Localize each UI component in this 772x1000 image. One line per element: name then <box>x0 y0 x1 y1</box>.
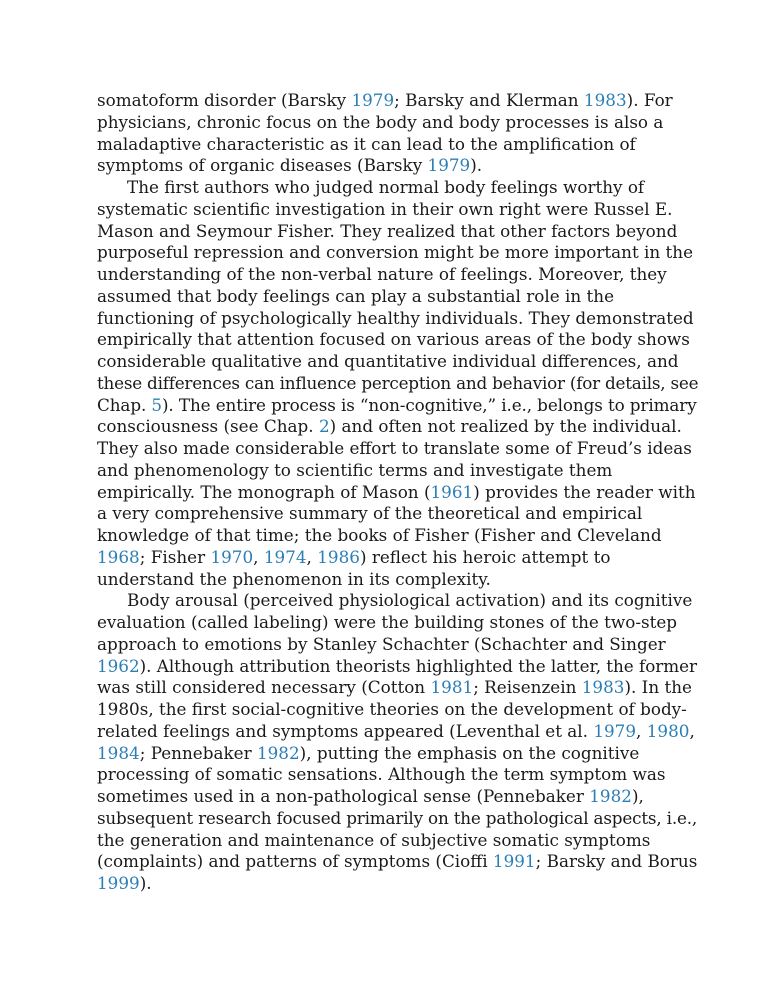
text-line <box>97 569 697 591</box>
text-line <box>97 308 697 330</box>
text-segment: ) reflect his heroic attempt to <box>359 546 611 567</box>
text-segment: and phenomenology to scientific terms and investigate them <box>97 459 613 480</box>
text-segment: somatoform disorder (Barsky <box>97 90 352 110</box>
citation-link[interactable]: 1980 <box>646 720 690 741</box>
text-line <box>97 743 697 765</box>
text-segment: ; Reisenzein <box>473 677 582 698</box>
text-segment: systematic scientific investigation in their own right were Russel E. <box>97 198 673 219</box>
text-segment: ) provides the reader with <box>473 481 696 502</box>
text-line <box>97 656 697 678</box>
text-line <box>97 612 697 634</box>
text-segment: ; Barsky and Klerman <box>394 90 584 110</box>
text-segment: ). For <box>626 90 673 110</box>
document-page <box>97 90 697 895</box>
text-line <box>97 851 697 873</box>
text-segment: evaluation (called labeling) were the building stones of the two-step <box>97 612 678 632</box>
text-line <box>97 112 697 134</box>
text-segment: Mason and Seymour Fisher. They realized that other factors beyond <box>97 220 678 241</box>
text-segment: ; Fisher <box>139 546 211 567</box>
text-line <box>97 134 697 156</box>
citation-link[interactable]: 1984 <box>97 742 140 763</box>
text-segment: ), <box>631 786 644 806</box>
citation-link[interactable]: 1961 <box>430 481 474 502</box>
text-segment: empirically. The monograph of Mason ( <box>97 481 431 502</box>
text-line <box>97 351 697 373</box>
citation-link[interactable]: 1999 <box>97 873 140 893</box>
citation-link[interactable]: 1986 <box>317 546 360 567</box>
citation-link[interactable]: 1979 <box>593 720 637 741</box>
paragraph <box>97 590 697 895</box>
citation-link[interactable]: 1970 <box>210 546 254 567</box>
citation-link[interactable]: 1979 <box>351 90 395 110</box>
citation-link[interactable]: 1981 <box>430 677 474 698</box>
text-segment: , <box>253 546 264 567</box>
paragraph <box>97 90 697 177</box>
text-segment: ). <box>470 155 483 176</box>
text-line <box>97 786 697 808</box>
text-segment: knowledge of that time; the books of Fisher (Fisher and Cleveland <box>97 525 662 545</box>
text-line <box>97 634 697 656</box>
text-segment: maladaptive characteristic as it can lead to the amplification of <box>97 133 636 154</box>
text-segment: They also made considerable effort to translate some of Freud’s ideas <box>97 438 692 458</box>
text-line <box>97 677 697 699</box>
text-line <box>97 90 697 112</box>
text-segment: , <box>636 720 647 741</box>
text-line <box>97 438 697 460</box>
citation-link[interactable]: 1968 <box>97 546 140 567</box>
text-segment: ). <box>139 873 152 893</box>
text-segment: related feelings and symptoms appeared (Leventhal et al. <box>97 720 594 741</box>
citation-link[interactable]: 1974 <box>263 546 307 567</box>
text-segment: approach to emotions by Stanley Schachter (Schachter and Singer <box>97 633 666 654</box>
text-segment: subsequent research focused primarily on the pathological aspects, i.e., <box>97 807 698 828</box>
text-line <box>97 286 697 308</box>
text-segment: considerable qualitative and quantitative individual differences, and <box>97 351 679 371</box>
text-line <box>97 764 697 786</box>
citation-link[interactable]: 1982 <box>256 742 300 763</box>
text-segment: processing of somatic sensations. Although the term symptom was <box>97 764 666 785</box>
text-line <box>97 503 697 525</box>
text-segment: The first authors who judged normal body feelings worthy of <box>127 177 645 197</box>
citation-link[interactable]: 1983 <box>583 90 627 110</box>
text-line <box>97 221 697 243</box>
text-segment: , <box>306 546 318 567</box>
text-line <box>97 547 697 569</box>
text-segment: physicians, chronic focus on the body and body processes is also a <box>97 111 664 132</box>
text-segment: , <box>689 720 695 741</box>
citation-link[interactable]: 1962 <box>97 655 140 676</box>
text-segment: (complaints) and patterns of symptoms (Cioffi <box>97 851 493 872</box>
text-segment: ). In the <box>624 677 692 698</box>
text-line <box>97 808 697 830</box>
text-line <box>97 155 697 177</box>
text-line <box>97 373 697 395</box>
text-segment: symptoms of organic diseases (Barsky <box>97 155 428 176</box>
text-segment: a very comprehensive summary of the theoretical and empirical <box>97 503 643 524</box>
citation-link[interactable]: 5 <box>151 394 162 415</box>
text-segment: Body arousal (perceived physiological activation) and its cognitive <box>127 590 693 611</box>
text-line <box>97 395 697 417</box>
text-segment: ). Although attribution theorists highlighted the latter, the former <box>139 655 698 676</box>
text-line <box>97 242 697 264</box>
text-line <box>97 590 697 612</box>
text-segment: ; Pennebaker <box>139 742 257 763</box>
text-segment: ) and often not realized by the individual. <box>329 416 682 437</box>
text-segment: the generation and maintenance of subjective somatic symptoms <box>97 829 651 850</box>
text-segment: empirically that attention focused on various areas of the body shows <box>97 329 690 350</box>
text-line <box>97 264 697 286</box>
text-segment: Chap. <box>97 394 152 415</box>
text-segment: purposeful repression and conversion might be more important in the <box>97 242 694 263</box>
text-segment: these differences can influence perception and behavior (for details, see <box>97 372 699 393</box>
text-line <box>97 329 697 351</box>
text-segment: functioning of psychologically healthy individuals. They demonstrated <box>97 307 694 328</box>
text-line <box>97 873 697 895</box>
citation-link[interactable]: 2 <box>318 416 330 437</box>
citation-link[interactable]: 1991 <box>492 851 536 872</box>
text-segment: ; Barsky and Borus <box>535 851 698 872</box>
text-line <box>97 482 697 504</box>
citation-link[interactable]: 1979 <box>427 155 471 176</box>
text-line <box>97 460 697 482</box>
text-segment: ). The entire process is “non-cognitive,” i.e., belongs to primary <box>161 394 697 415</box>
text-segment: ), putting the emphasis on the cognitive <box>299 742 640 763</box>
text-line <box>97 699 697 721</box>
text-line <box>97 525 697 547</box>
text-line <box>97 416 697 438</box>
text-segment: sometimes used in a non-pathological sense (Pennebaker <box>97 786 590 806</box>
text-line <box>97 830 697 852</box>
text-segment: 1980s, the first social-cognitive theories on the development of body- <box>97 699 687 719</box>
paragraph <box>97 177 697 590</box>
text-segment: understand the phenomenon in its complexity. <box>97 568 491 589</box>
text-line <box>97 199 697 221</box>
text-segment: understanding of the non-verbal nature of feelings. Moreover, they <box>97 264 667 284</box>
citation-link[interactable]: 1983 <box>581 677 625 698</box>
text-segment: assumed that body feelings can play a substantial role in the <box>97 285 615 306</box>
text-segment: consciousness (see Chap. <box>97 416 319 437</box>
text-line <box>97 177 697 199</box>
text-line <box>97 721 697 743</box>
citation-link[interactable]: 1982 <box>589 786 632 806</box>
text-segment: was still considered necessary (Cotton <box>97 677 431 698</box>
